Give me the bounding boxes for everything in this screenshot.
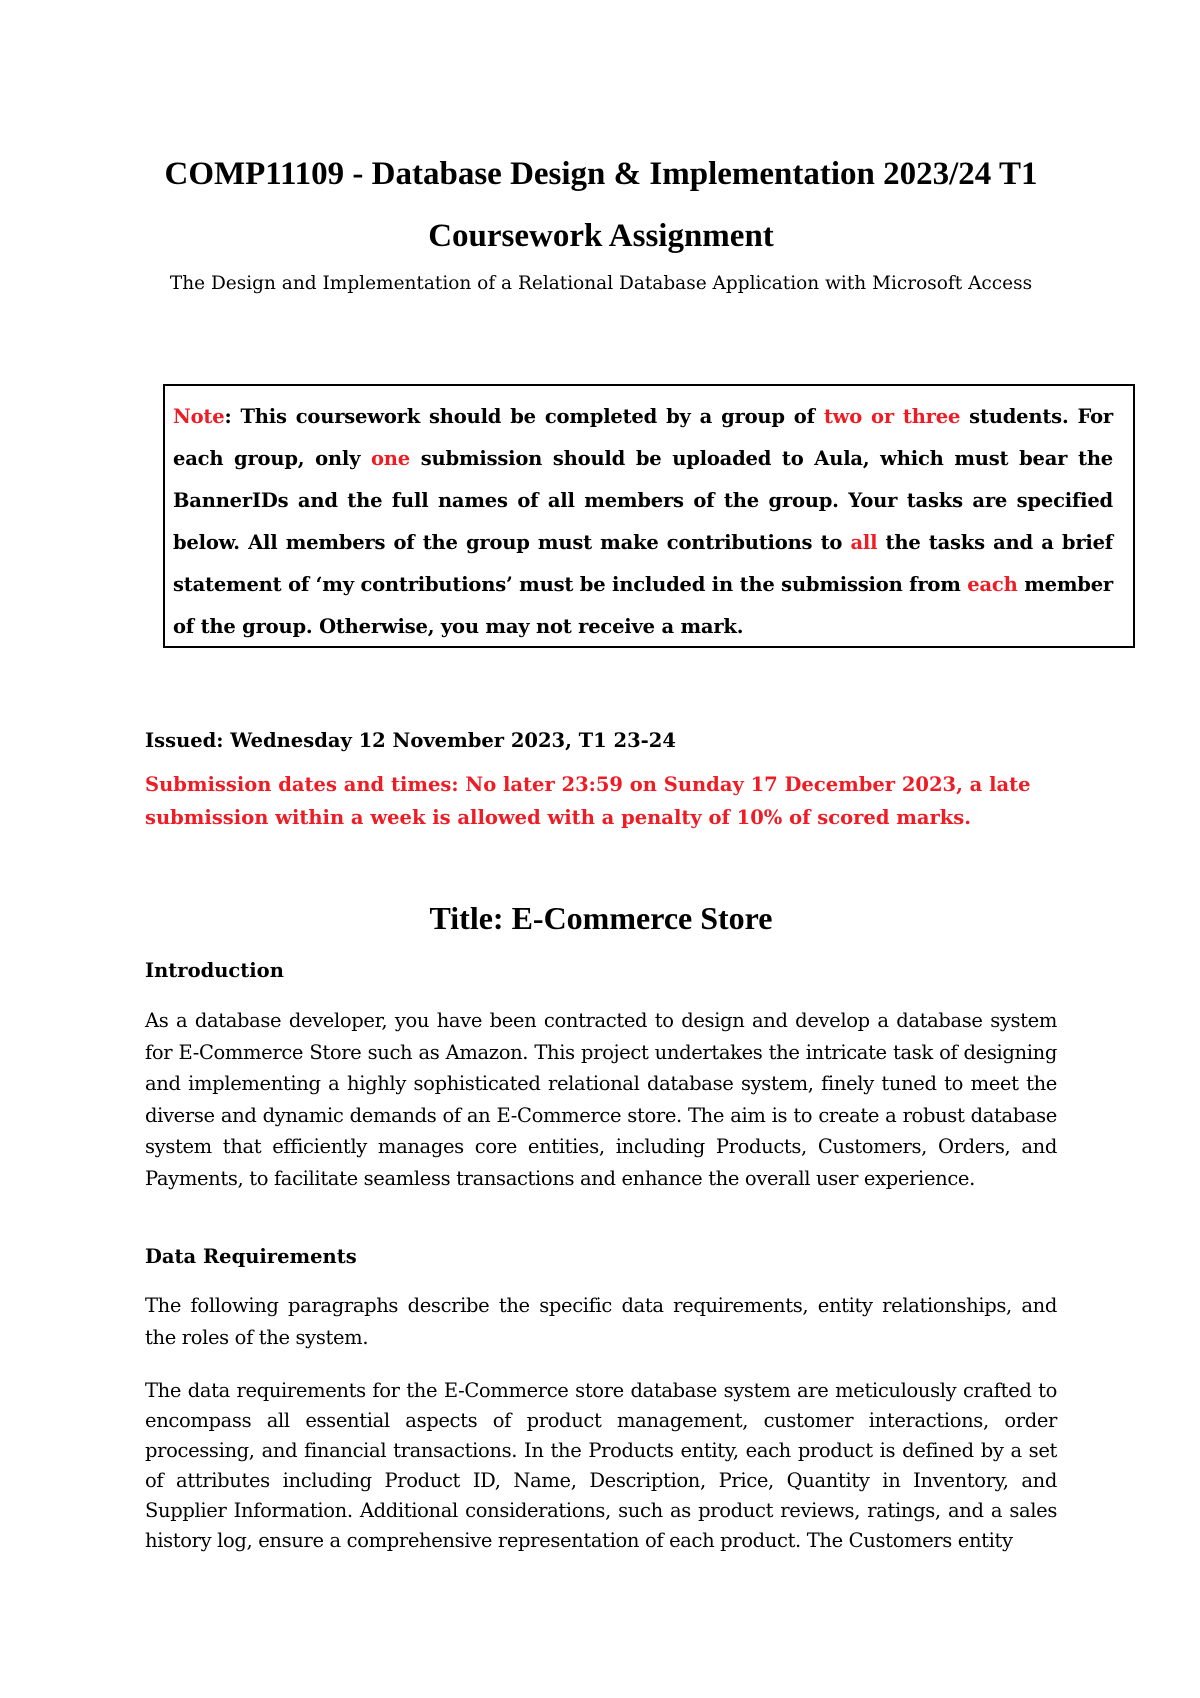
note-highlight-one: one bbox=[371, 447, 410, 470]
submission-deadline: Submission dates and times: No later 23:59 on Sunday 17 December 2023, a late submission within a week is allowed with a penalty of 10% of scored marks. bbox=[145, 773, 1031, 829]
note-text-part: member of the group. Otherwise, you may not receive a mark. bbox=[173, 573, 1113, 638]
note-highlight-each: each bbox=[967, 573, 1018, 596]
title-block bbox=[140, 152, 1062, 298]
data-requirements-heading: Data Requirements bbox=[145, 1245, 357, 1268]
data-requirements-intro: The following paragraphs describe the specific data requirements, entity relationships, and the roles of the system. bbox=[145, 1294, 1057, 1349]
note-text-part: the tasks and a brief statement of ‘my contributions’ must be included in the submission from bbox=[173, 531, 1113, 596]
note-text bbox=[173, 396, 1113, 648]
page-title: COMP11109 - Database Design & Implementation 2023/24 T1 bbox=[164, 156, 1038, 192]
data-requirements-paragraph: The data requirements for the E-Commerce store database system are meticulously crafted to encompass all essential aspects of product management, customer interactions, order processing, and financial transactions. In the Products entity, each product is defined by a set of attributes including Product ID, Name, Description, Price, Quantity in Inventory, and Supplier Information. Additional considerations, such as product reviews, ratings, and a sales history log, ensure a comprehensive representation of each product. The Customers entity bbox=[145, 1379, 1057, 1552]
note-text-part: : This coursework should be completed by a group of bbox=[224, 405, 824, 428]
note-highlight-all: all bbox=[850, 531, 878, 554]
page-subtitle: Coursework Assignment bbox=[428, 218, 774, 254]
note-text-part: students. For each group, only bbox=[173, 405, 1113, 470]
note-label: Note bbox=[173, 405, 225, 428]
introduction-paragraph: As a database developer, you have been contracted to design and develop a database system for E-Commerce Store such as Amazon. This project undertakes the intricate task of designing and implementing a highly sophisticated relational database system, finely tuned to meet the diverse and dynamic demands of an E-Commerce store. The aim is to create a robust database system that efficiently manages core entities, including Products, Customers, Orders, and Payments, to facilitate seamless transactions and enhance the overall user experience. bbox=[145, 1009, 1057, 1190]
issued-date: Issued: Wednesday 12 November 2023, T1 23-24 bbox=[145, 729, 676, 752]
note-highlight-group-size: two or three bbox=[823, 405, 961, 428]
note-box bbox=[163, 384, 1135, 648]
note-text-part: submission should be uploaded to Aula, which must bear the BannerIDs and the full names of all members of the group. Your tasks are specified below. All members of the group must make contributions to bbox=[173, 447, 1113, 554]
page-tagline: The Design and Implementation of a Relational Database Application with Microsoft Access bbox=[169, 273, 1033, 294]
introduction-heading: Introduction bbox=[145, 959, 284, 982]
section-title: Title: E-Commerce Store bbox=[429, 900, 773, 936]
